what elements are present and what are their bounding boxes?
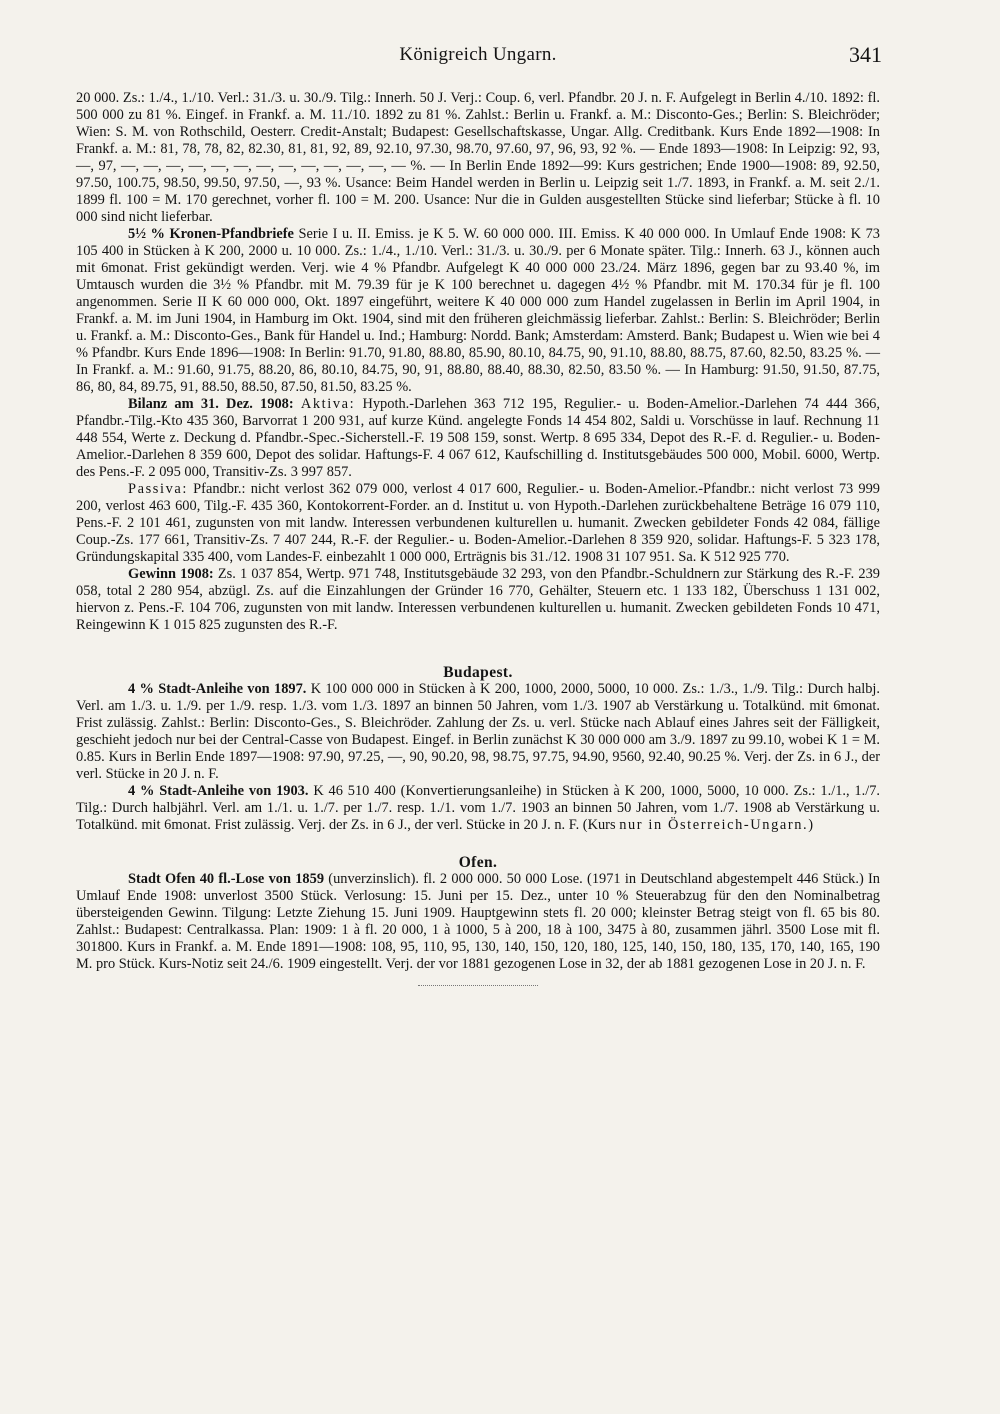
running-title: Königreich Ungarn. — [399, 44, 557, 65]
budapest-anleihe-1903-paragraph — [76, 783, 880, 834]
aktiva-text: Hypoth.-Darlehen 363 712 195, Regulier.- u. Boden-Amelior.-Darlehen 74 444 366, Pfandbr.-Tilg.-Kto 435 360, Barvorrat 1 200 931, auf kurze Künd. angelegte Fonds 14 454 802, Saldi u. Vorschüsse in lauf. Rechnung 11 448 554, Werte z. Deckung d. Pfandbr.-Spec.-Sicherstell.-F. 19 508 159, sonst. Wertp. 8 695 334, Depot des R.-F. d. Regulier.- u. Boden-Amelior.-Darlehen 8 359 600, Depot des solidar. Haftungs-F. 4 067 612, Kaufschilling d. Institutsgebäudes 500 000, Mobil. 6000, Wertp. des Pens.-F. 2 095 000, Transitiv-Zs. 3 997 857. — [76, 396, 880, 480]
kronen-pfandbriefe-heading: 5½ % Kronen-Pfandbriefe — [128, 226, 294, 242]
budapest-anleihe-1897-text: K 100 000 000 in Stücken à K 200, 1000, 2000, 5000, 10 000. Zs.: 1./3., 1./9. Tilg.: Durch halbj. Verl. am 1./3. u. 1./9. per 1./9. resp. 1./3. vom 1./3. 1897 an binnen 50 Jahren, vom 1./3. 1907 ab Verstärkung u. Totalkünd. mit 6monat. Frist zulässig. Zahlst.: Berlin: Disconto-Ges., S. Bleichröder. Zahlung der Zs. u. verl. Stücke nach Ablauf eines Jahres seit der Fälligkeit, geschieht jedoch nur bei der Central-Casse von Budapest. Eingef. in Berlin zunächst K 30 000 000 am 3./9. 1897 zu 99.10, wobei K 1 = M. 0.85. Kurs in Berlin Ende 1897—1908: 97.90, 97.25, —, 90, 90.20, 98, 98.75, 97.75, 94.90, 9560, 92.40, 90.25 %. Verj. der Zs. in 6 J., der verl. Stücke in 20 J. n. F. — [76, 681, 881, 782]
budapest-section-title: Budapest. — [443, 664, 513, 681]
gewinn-text: Zs. 1 037 854, Wertp. 971 748, Institutsgebäude 32 293, von den Pfandbr.-Schuldnern zur Stärkung des R.-F. 239 058, total 2 280 954, abzügl. Zs. auf die Einzahlungen der Gründer 16 770, Gehälter, Steuern etc. 1 133 182, Überschuss 1 131 002, hiervon z. Pens.-F. 104 706, zugunsten von mit landw. Interessen verbundenen kulturellen u. humanit. Zwecken gebildeten Fonds 10 471, Reingewinn K 1 015 825 zugunsten des R.-F. — [76, 566, 880, 633]
ofen-lose-text: (unverzinslich). fl. 2 000 000. 50 000 Lose. (1971 in Deutschland abgestempelt 446 Stück.) In Umlauf Ende 1908: unverlost 3500 Stück. Verlosung: 15. Juni per 15. Dez., unter 10 % Steuerabzug für den den Nominalbetrag übersteigenden Gewinn. Tilgung: Letzte Ziehung 15. Juni 1909. Hauptgewinn stets fl. 20 000; kleinster Betrag steigt von fl. 65 bis 80. Zahlst.: Budapest: Centralkassa. Plan: 1909: 1 à fl. 20 000, 1 à 1000, 5 à 200, 18 à 100, 3475 à 80, zusammen jährl. 3500 Lose mit fl. 301800. Kurs in Frankf. a. M. Ende 1891—1908: 108, 95, 110, 95, 130, 140, 150, 120, 180, 125, 140, 150, 180, 135, 170, 140, 165, 190 M. pro Stück. Kurs-Notiz seit 24./6. 1909 eingestellt. Verj. der vor 1881 gezogenen Lose in 32, der ab 1881 gezogenen Lose in 20 J. n. F. — [76, 871, 880, 972]
ofen-lose-paragraph — [76, 871, 880, 973]
section-spacer — [76, 834, 880, 854]
budapest-anleihe-1903-heading: 4 % Stadt-Anleihe von 1903. — [128, 783, 309, 799]
passiva-paragraph — [76, 481, 880, 566]
section-spacer — [76, 634, 880, 664]
ofen-section-title: Ofen. — [458, 854, 498, 871]
budapest-anleihe-1903-text: K 46 510 400 (Konvertierungsanleihe) in Stücken à K 200, 1000, 5000, 10 000. Zs.: 1./1., 1./7. Tilg.: Durch halbjährl. Verl. am 1./1. u. 1./7. per 1./7. resp. 1./1. vom 1./7. 1903 an binnen 50 Jahren, vom 1./7. 1908 ab Verstärkung u. Totalkünd. mit 6monat. Frist zulässig. Verj. der Zs. in 6 J., der verl. Stücke in 20 J. n. F. (Kurs — [76, 783, 881, 833]
budapest-anleihe-1897-paragraph — [76, 681, 880, 783]
page-header — [76, 44, 880, 74]
kronen-pfandbriefe-paragraph — [76, 226, 880, 396]
gewinn-heading: Gewinn 1908: — [128, 566, 214, 582]
intro-paragraph: 20 000. Zs.: 1./4., 1./10. Verl.: 31./3. u. 30./9. Tilg.: Innerh. 50 J. Verj.: Coup. 6, verl. Pfandbr. 20 J. n. F. Aufgelegt in Berlin 4./10. 1892: fl. 500 000 zu 81 %. Eingef. in Frankf. a. M. 11./10. 1892 zu 81 %. Zahlst.: Berlin u. Frankf. a. M.: Disconto-Ges.; Berlin: S. Bleichröder; Wien: S. M. von Rothschild, Oesterr. Credit-Anstalt; Budapest: Gesellschaftskasse, Ungar. Allg. Creditbank. Kurs Ende 1892—1908: In Frankf. a. M.: 81, 78, 78, 82, 82.30, 81, 81, 92, 89, 92.10, 97.30, 98.70, 97.60, 97, 96, 93, 92 %. — Ende 1893—1908: In Leipzig: 92, 93, —, 97, —, —, —, —, —, —, —, —, —, —, —, —, — %. — In Berlin Ende 1892—99: Kurs gestrichen; Ende 1900—1908: 89, 92.50, 97.50, 100.75, 98.50, 99.50, 97.50, —, 93 %. Usance: Beim Handel werden in Berlin u. Leipzig seit 1./7. 1893, in Frankf. a. M. seit 2./1. 1899 fl. 100 = M. 170 gerechnet, vorher fl. 100 = M. 200. Usance: Nur die in Gulden ausgestellten Stücke sind lieferbar; Stücke à fl. 10 000 sind nicht lieferbar. — [76, 90, 880, 225]
page-number: 341 — [849, 42, 882, 67]
budapest-anleihe-1903-note: nur in Österreich-Ungarn. — [619, 817, 809, 833]
aktiva-label: Aktiva: — [300, 396, 356, 412]
page-body — [76, 90, 880, 986]
footer-dotted-rule — [418, 985, 538, 986]
kronen-pfandbriefe-text: Serie I u. II. Emiss. je K 5. W. 60 000 000. III. Emiss. K 40 000 000. In Umlauf Ende 1908: K 73 105 400 in Stücken à K 200, 2000 u. 10 000. Zs.: 1./4., 1./10. Verl.: 31./3. u. 30./9. per 6 Monate später. Tilg.: Innerh. 63 J., können auch mit 6monat. Frist gekündigt werden. Verj. wie 4 % Pfandbr. Aufgelegt K 40 000 000 23./24. März 1896, gegen bar zu 93.40 %, im Umtausch wurden die 3½ % Pfandbr. mit M. 79.39 für je K 100 berechnet u. dagegen 4½ % Pfandbr. mit M. 170.34 für je fl. 100 angenommen. Serie II K 60 000 000, Okt. 1897 eingeführt, weitere K 40 000 000 zum Handel zugelassen in Berlin im April 1904, in Frankf. a. M. im Juni 1904, in Hamburg im Okt. 1904, sind mit den früheren gleichmässig lieferbar. Zahlst.: Berlin: S. Bleichröder; Berlin u. Frankf. a. M.: Disconto-Ges., Bank für Handel u. Ind.; Hamburg: Nordd. Bank; Amsterdam: Amsterd. Bank; Budapest u. Wien wie bei 4 % Pfandbr. Kurs Ende 1896—1908: In Berlin: 91.70, 91.80, 88.80, 85.90, 80.10, 84.75, 90, 91.10, 88.80, 88.75, 87.60, 82.50, 83.25 %. — In Frankf. a. M.: 91.60, 91.75, 88.20, 86, 80.10, 84.75, 90, 91, 88.80, 88.40, 88.30, 82.50, 83.50 %. — In Hamburg: 91.50, 91.50, 87.75, 86, 80, 84, 89.75, 91, 88.50, 88.50, 87.50, 81.50, 83.25 %. — [76, 226, 880, 395]
budapest-anleihe-1897-heading: 4 % Stadt-Anleihe von 1897. — [128, 681, 307, 697]
budapest-anleihe-1903-close: ) — [808, 817, 814, 833]
passiva-text: Pfandbr.: nicht verlost 362 079 000, verlost 4 017 600, Regulier.- u. Boden-Amelior.-Pfandbr.: nicht verlost 73 999 200, verlost 463 600, Tilg.-F. 435 360, Kontokorrent-Forder. an d. Institut u. von Hypoth.-Darlehen zurückbehaltene Beträge 16 079 110, Pens.-F. 2 101 461, zugunsten von mit landw. Interessen verbundenen kulturellen u. humanit. Zwecken gebildeter Fonds 42 084, fällige Coup.-Zs. 177 661, Transitiv-Zs. 7 407 244, R.-F. der Regulier.- u. Boden-Amelior.-Darlehen 8 359 920, solidar. Haftungs-F. 5 323 178, Gründungskapital 335 400, vom Landes-F. einbezahlt 1 000 000, Erträgnis bis 31./12. 1908 31 107 951. Sa. K 512 925 770. — [76, 481, 880, 565]
passiva-label: Passiva: — [128, 481, 188, 497]
gewinn-paragraph — [76, 566, 880, 634]
bilanz-heading: Bilanz am 31. Dez. 1908: — [128, 396, 294, 412]
ofen-lose-heading: Stadt Ofen 40 fl.-Lose von 1859 — [128, 871, 325, 887]
bilanz-paragraph — [76, 396, 880, 481]
